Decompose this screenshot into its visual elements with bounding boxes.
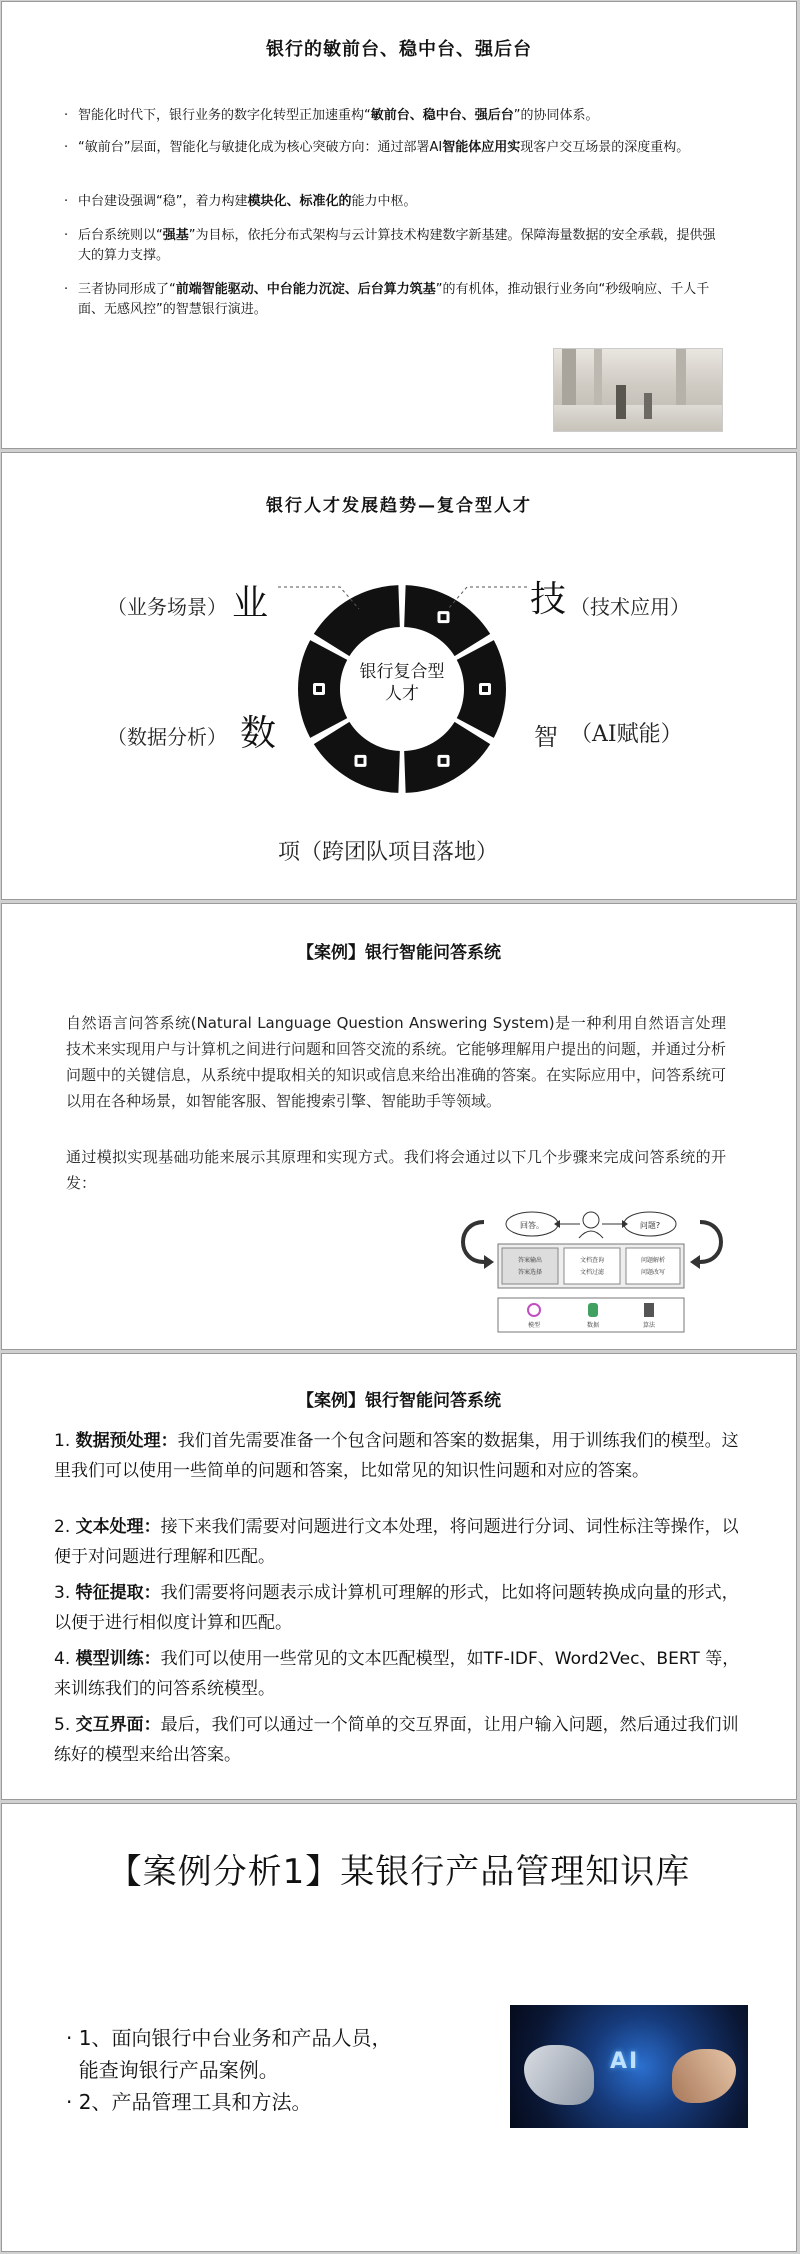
bubble-question: 问题? — [639, 1221, 661, 1230]
intro-paragraph: 自然语言问答系统(Natural Language Question Answering System)是一种利用自然语言处理技术来实现用户与计算机之间进行问题和回答交流的系统。它能够理解用户提出的问题，并通过分析问题中的关键信息，从系统中提取相关的知识或信息来给出准确的答案。在实际应用中，问答系统可以用在各种场景，如智能客服、智能搜索引擎、智能助手等领域。 — [66, 1014, 727, 1110]
step-item: 5. 交互界面：最后，我们可以通过一个简单的交互界面，让用户输入问题，然后通过我们训练好的模型来给出答案。 — [54, 1715, 739, 1765]
bubble-answer: 回答。 — [520, 1221, 544, 1230]
bullet-item: · 中台建设强调“稳”，着力构建模块化、标准化的能力中枢。 — [64, 194, 417, 209]
step-item: 2. 文本处理：接下来我们需要对问题进行文本处理，将问题进行分词、词性标注等操作，以便于对问题进行理解和匹配。 — [54, 1517, 739, 1567]
svg-text:问题改写: 问题改写 — [640, 1269, 666, 1276]
center-label-line1: 银行复合型 — [359, 662, 445, 682]
center-label-line2: 人才 — [385, 684, 419, 704]
page-title: 【案例】银行智能问答系统 — [297, 943, 501, 963]
bank-hall-photo — [553, 348, 723, 432]
bullet-item: · 智能化时代下，银行业务的数字化转型正加速重构“敏前台、稳中台、强后台”的协同体系。 — [64, 108, 599, 123]
svg-text:文档过滤: 文档过滤 — [579, 1269, 605, 1276]
page-title: 【案例】银行智能问答系统 — [297, 1391, 501, 1411]
data-icon — [588, 1303, 598, 1317]
page-title: 银行人才发展趋势—复合型人才 — [266, 496, 532, 516]
char-business: 业 — [232, 583, 269, 624]
svg-text:问题解析: 问题解析 — [640, 1257, 666, 1264]
step-item: 4. 模型训练：我们可以使用一些常见的文本匹配模型，如TF-IDF、Word2Vec、BERT 等，来训练我们的问答系统模型。 — [54, 1649, 740, 1699]
slide-qa-case-steps — [1, 1353, 797, 1800]
user-icon — [583, 1212, 599, 1228]
bullet-item: · “敏前台”层面，智能化与敏捷化成为核心突破方向：通过部署AI智能体应用实现客户交互场景的深度重构。 — [64, 140, 690, 155]
page-title: 银行的敏前台、稳中台、强后台 — [266, 39, 532, 60]
point-2: · 2、产品管理工具和方法。 — [66, 2090, 312, 2114]
svg-text:数据: 数据 — [586, 1322, 600, 1329]
point-1-cont: 能查询银行产品案例。 — [66, 2058, 279, 2082]
talent-ring-diagram — [2, 453, 797, 899]
char-data: 数 — [240, 713, 277, 754]
svg-text:答案输出: 答案输出 — [517, 1257, 543, 1264]
point-1: · 1、面向银行中台业务和产品人员， — [66, 2026, 392, 2050]
bullet-item: · 后台系统则以“强基”为目标，依托分布式架构与云计算技术构建数字新基建。保障海量数据的安全承载，提供强大的算力支撑。 — [64, 228, 716, 263]
label-project: 项（跨团队项目落地） — [278, 840, 499, 865]
algorithm-icon — [644, 1303, 654, 1317]
slide-front-middle-back — [1, 1, 797, 449]
label-ai-enable: （AI赋能） — [570, 722, 683, 747]
label-tech-application: （技术应用） — [570, 595, 690, 619]
svg-text:模型: 模型 — [527, 1322, 541, 1329]
slide-case-analysis — [1, 1803, 797, 2252]
char-ai: 智 — [534, 723, 558, 751]
slide-qa-case-intro — [1, 903, 797, 1350]
svg-text:算法: 算法 — [642, 1322, 656, 1329]
svg-text:文档查询: 文档查询 — [579, 1257, 605, 1264]
label-business-scenario: （业务场景） — [107, 595, 227, 619]
label-data-analysis: （数据分析） — [107, 725, 227, 749]
page-title: 【案例分析1】某银行产品管理知识库 — [107, 1852, 691, 1892]
ai-robot-hand-image — [510, 2005, 748, 2128]
qa-flow-diagram — [454, 1200, 730, 1340]
char-tech: 技 — [530, 579, 567, 620]
ring-segment — [314, 585, 400, 656]
ai-image-text: AI — [610, 2049, 640, 2074]
svg-text:答案选择: 答案选择 — [517, 1269, 543, 1276]
steps-intro-paragraph: 通过模拟实现基础功能来展示其原理和实现方式。我们将会通过以下几个步骤来完成问答系统的开发： — [66, 1148, 726, 1192]
step-item: 3. 特征提取：我们需要将问题表示成计算机可理解的形式，比如将问题转换成向量的形式，以便于进行相似度计算和匹配。 — [54, 1583, 739, 1633]
slide-talent-trend — [1, 452, 797, 900]
step-item: 1. 数据预处理：我们首先需要准备一个包含问题和答案的数据集，用于训练我们的模型。这里我们可以使用一些简单的问题和答案，比如常见的知识性问题和对应的答案。 — [54, 1431, 739, 1481]
bullet-item: · 三者协同形成了“前端智能驱动、中台能力沉淀、后台算力筑基”的有机体，推动银行业务向“秒级响应、千人千面、无感风控”的智慧银行演进。 — [64, 282, 710, 317]
